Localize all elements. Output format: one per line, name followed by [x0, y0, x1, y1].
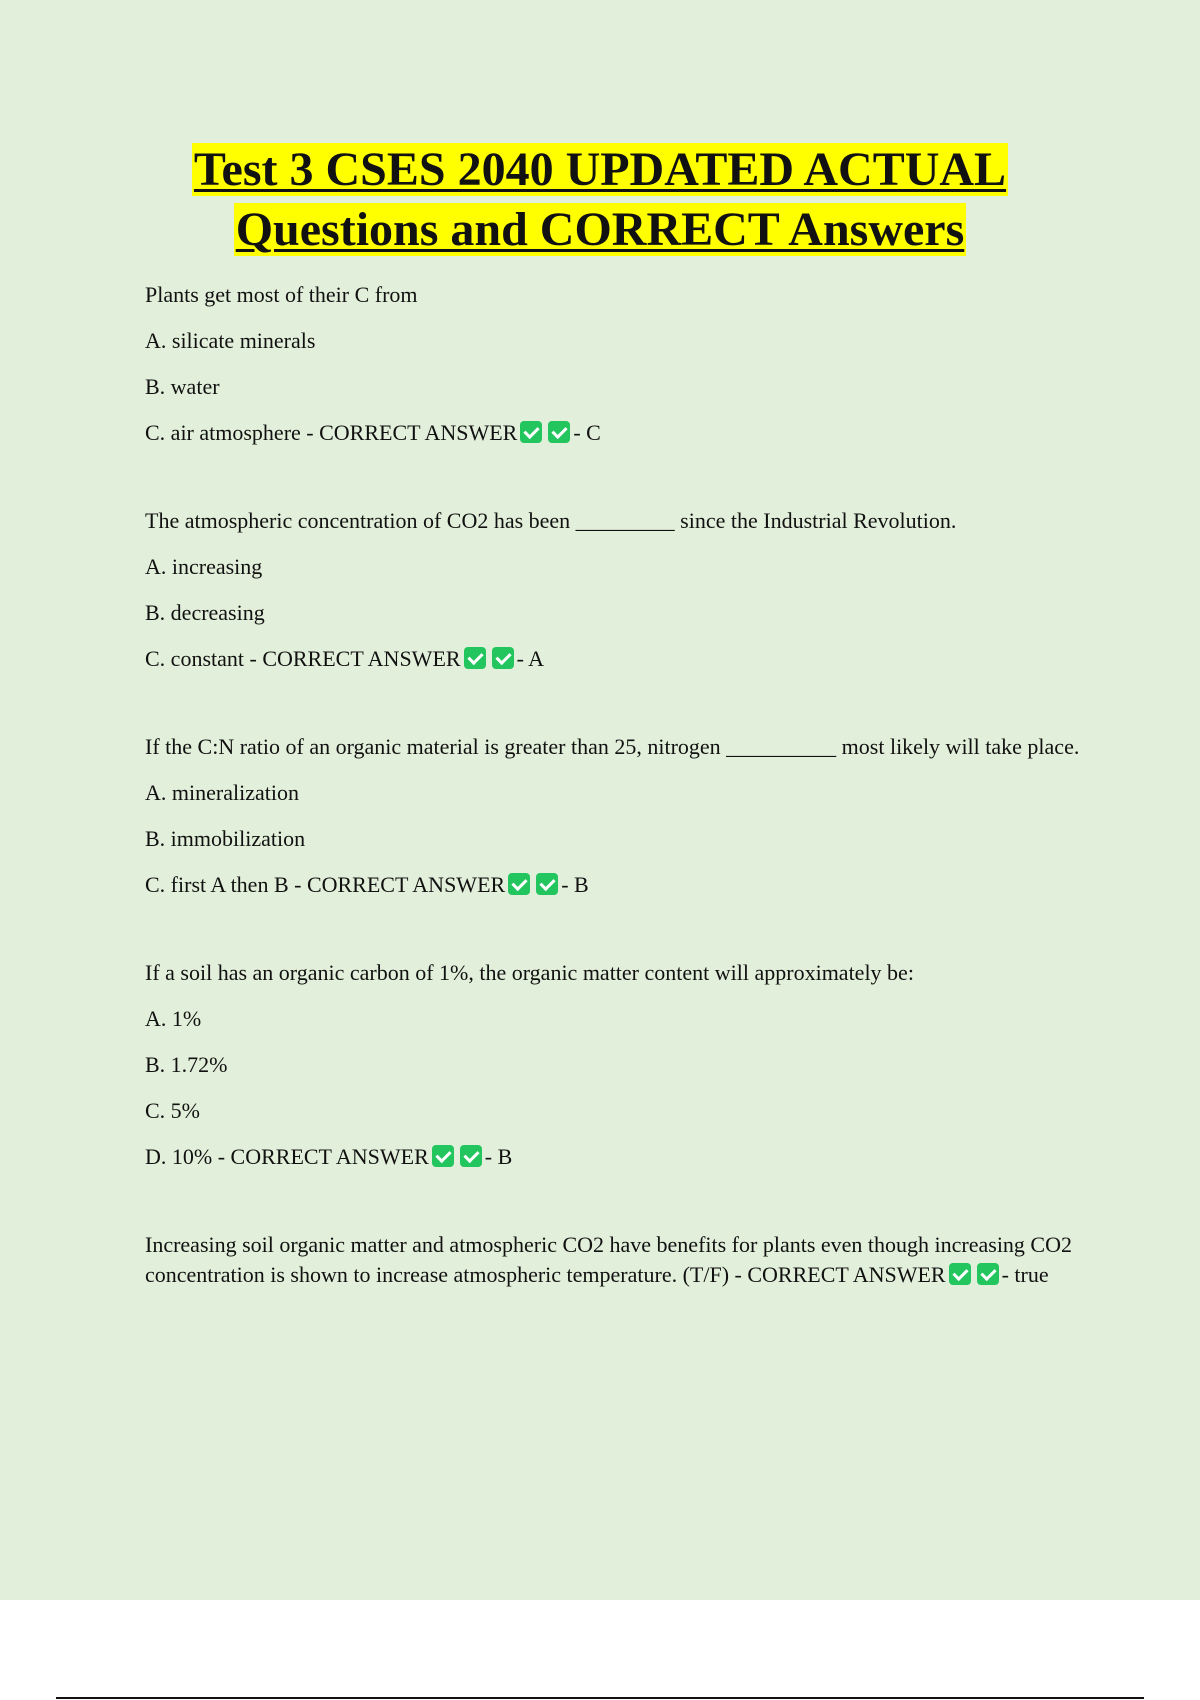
answer-line [145, 870, 1085, 900]
check-mark-icon [536, 873, 558, 895]
question-block-2 [145, 506, 1085, 674]
question-text: If a soil has an organic carbon of 1%, the organic matter content will approximately be: [145, 960, 914, 985]
check-mark-icon [460, 1145, 482, 1167]
option: B. 1.72% [145, 1052, 228, 1077]
check-mark-icon [949, 1263, 971, 1285]
option: B. decreasing [145, 600, 265, 625]
question-text: The atmospheric concentration of CO2 has been _________ since the Industrial Revolution. [145, 508, 957, 533]
question-block-4 [145, 958, 1085, 1172]
option: C. 5% [145, 1098, 200, 1123]
option: D. 10% - CORRECT ANSWER [145, 1144, 429, 1169]
option: C. air atmosphere - CORRECT ANSWER [145, 420, 518, 445]
answer-value: - C [573, 420, 601, 445]
answer-value: - true [1001, 1262, 1049, 1287]
footer-divider [56, 1697, 1144, 1699]
question-text: If the C:N ratio of an organic material is greater than 25, nitrogen __________ most likely will take place. [145, 734, 1080, 759]
check-mark-icon [508, 873, 530, 895]
answer-value: - B [484, 1144, 513, 1169]
title-line-1: Test 3 CSES 2040 UPDATED ACTUAL [193, 143, 1007, 196]
option: C. first A then B - CORRECT ANSWER [145, 872, 506, 897]
answer-value: - B [561, 872, 589, 897]
title-line-2: Questions and CORRECT Answers [235, 203, 965, 256]
check-mark-icon [432, 1145, 454, 1167]
answer-line [145, 1142, 1085, 1172]
question-block-5 [145, 1230, 1085, 1290]
question-text: Increasing soil organic matter and atmospheric CO2 have benefits for plants even though increasing CO2 concentration is shown to increase atmospheric temperature. (T/F) - CORRECT ANSWER [145, 1232, 1072, 1287]
question-block-1 [145, 280, 1085, 448]
option: B. immobilization [145, 826, 306, 851]
question-text: Plants get most of their C from [145, 282, 418, 307]
check-mark-icon [977, 1263, 999, 1285]
answer-value: - A [516, 646, 545, 671]
document-title [0, 140, 1200, 260]
answer-line [145, 644, 1085, 674]
check-mark-icon [492, 647, 514, 669]
option: A. silicate minerals [145, 328, 316, 353]
option: A. mineralization [145, 780, 299, 805]
option: B. water [145, 374, 220, 399]
answer-line [145, 1230, 1085, 1290]
question-block-3 [145, 732, 1085, 900]
check-mark-icon [464, 647, 486, 669]
check-mark-icon [520, 421, 542, 443]
check-mark-icon [548, 421, 570, 443]
question-list [145, 280, 1085, 1348]
option: C. constant - CORRECT ANSWER [145, 646, 461, 671]
answer-line [145, 418, 1085, 448]
option: A. 1% [145, 1006, 202, 1031]
option: A. increasing [145, 554, 263, 579]
